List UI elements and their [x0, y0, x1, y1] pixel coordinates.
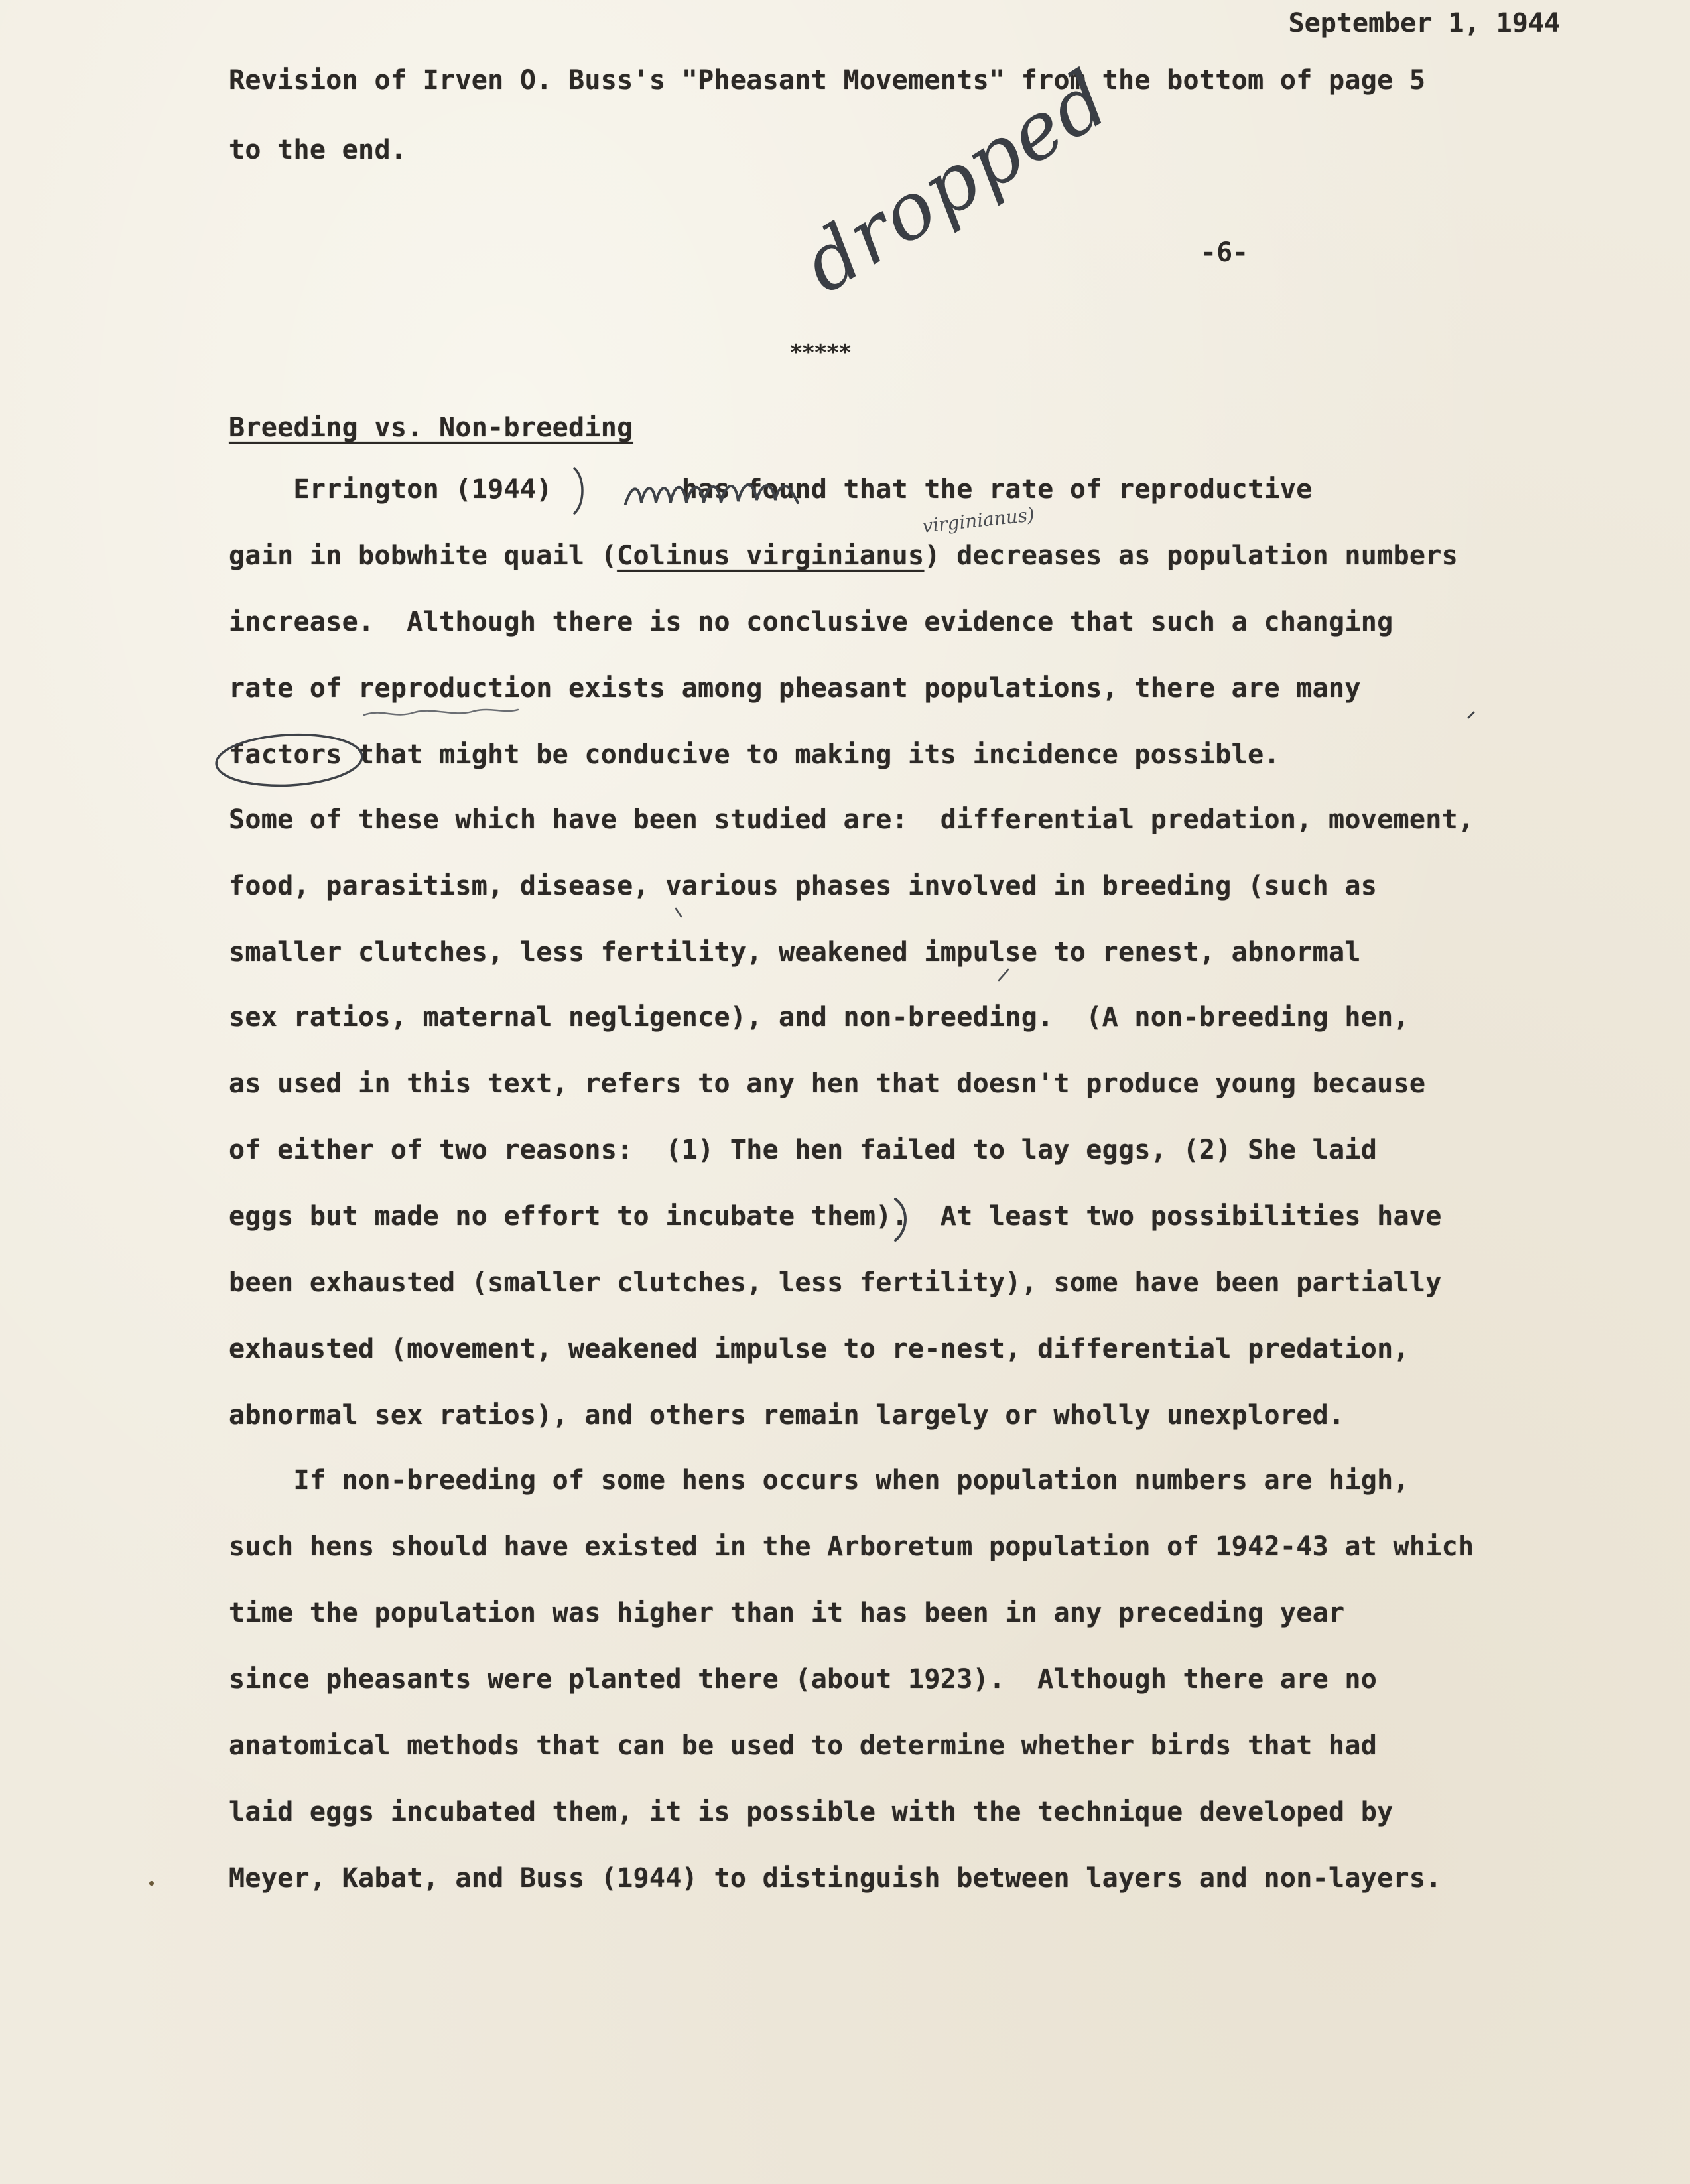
paragraph-1-line-5: factors that might be conducive to making its incidence possible.: [229, 739, 1280, 770]
paragraph-1-line-12: eggs but made no effort to incubate them). At least two possibilities have: [229, 1201, 1442, 1232]
paragraph-1-line-10: as used in this text, refers to any hen that doesn't produce young because: [229, 1068, 1426, 1099]
paragraph-1-line-6: Some of these which have been studied are: differential predation, movement,: [229, 804, 1474, 835]
paragraph-2-line-3: time the population was higher than it has been in any preceding year: [229, 1598, 1345, 1628]
paragraph-1-line-8: smaller clutches, less fertility, weakened impulse to renest, abnormal: [229, 937, 1361, 968]
page-number: -6-: [1201, 237, 1249, 268]
section-separator: *****: [789, 340, 851, 366]
paragraph-2-line-2: such hens should have existed in the Arboretum population of 1942-43 at which: [229, 1531, 1474, 1562]
handwritten-interlinear-insert: virginianus): [921, 503, 1036, 537]
paragraph-1-line-4: rate of reproduction exists among pheasant populations, there are many: [229, 673, 1361, 704]
section-heading: Breeding vs. Non-breeding: [229, 413, 633, 443]
paragraph-1-line-11: of either of two reasons: (1) The hen failed to lay eggs, (2) She laid: [229, 1135, 1378, 1165]
paragraph-2-line-6: laid eggs incubated them, it is possible with the technique developed by: [229, 1797, 1394, 1827]
handwritten-margin-note: dropped: [787, 52, 1125, 310]
paragraph-2-line-4: since pheasants were planted there (about 1923). Although there are no: [229, 1664, 1378, 1695]
paragraph-1-line-7: food, parasitism, disease, various phases involved in breeding (such as: [229, 871, 1378, 901]
ink-dot: [149, 1881, 154, 1886]
species-name-underlined: Colinus virginianus: [617, 541, 925, 571]
check-mark: [673, 903, 686, 921]
check-mark-2: [996, 966, 1012, 986]
wavy-underline-mark: [361, 703, 521, 723]
paragraph-2-line-1: If non-breeding of some hens occurs when population numbers are high,: [229, 1465, 1409, 1496]
paragraph-2-line-7: Meyer, Kabat, and Buss (1944) to distinguish between layers and non-layers.: [229, 1863, 1442, 1894]
document-date: September 1, 1944: [1288, 8, 1560, 38]
paragraph-1-line-2: [229, 541, 1458, 571]
paragraph-2-line-5: anatomical methods that can be used to determine whether birds that had: [229, 1730, 1378, 1761]
paragraph-1-line-1: Errington (1944) has found that the rate of reproductive: [229, 474, 1313, 505]
paragraph-1-line-3: increase. Although there is no conclusive evidence that such a changing: [229, 607, 1394, 637]
paragraph-1-line-13: been exhausted (smaller clutches, less fertility), some have been partially: [229, 1267, 1442, 1298]
paragraph-1-line-9: sex ratios, maternal negligence), and non-breeding. (A non-breeding hen,: [229, 1002, 1409, 1033]
header-line-2: to the end.: [229, 135, 407, 165]
line-2-end: ) decreases as population numbers: [924, 541, 1459, 571]
paragraph-1-line-14: exhausted (movement, weakened impulse to re-nest, differential predation,: [229, 1334, 1409, 1364]
header-line-1: Revision of Irven O. Buss's "Pheasant Movements" from the bottom of page 5: [229, 65, 1426, 96]
paragraph-1-line-15: abnormal sex ratios), and others remain largely or wholly unexplored.: [229, 1400, 1345, 1431]
line-2-start: gain in bobwhite quail (: [229, 541, 618, 571]
margin-tick-mark: [1466, 708, 1479, 722]
